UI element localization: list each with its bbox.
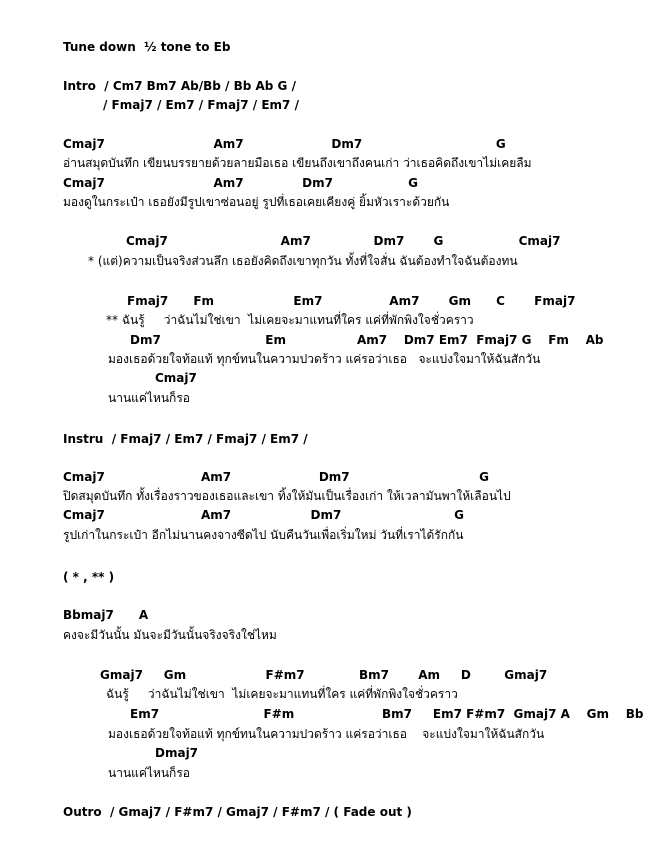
chorus2-chords-3: Dmaj7: [155, 746, 199, 760]
chorus2-lyric-2: มองเธอด้วยใจท้อแท้ ทุกข์ทนในความปวดร้าว แค่รอว่าเธอ จะแบ่งใจมาให้ฉันสักวัน: [108, 727, 545, 741]
intro-line-1: Intro / Cm7 Bm7 Ab/Bb / Bb Ab G /: [63, 79, 296, 93]
chorus2-chords-2: Em7 F#m Bm7 Em7 F#m7 Gmaj7 A Gm Bb: [130, 707, 644, 721]
verse1-chords-2: Cmaj7 Am7 Dm7 G: [63, 176, 418, 190]
bridge-lyric-1: คงจะมีวันนั้น มันจะมีวันนั้นจริงจริงใช่ไหม: [63, 628, 277, 642]
verse1-lyric-2: มองดูในกระเป๋า เธอยังมีรูปเขาซ่อนอยู่ รูปที่เธอเคยเคียงคู่ ยิ้มหัวเราะด้วยกัน: [63, 195, 450, 209]
verse2-chords-2: Cmaj7 Am7 Dm7 G: [63, 508, 464, 522]
verse1-lyric-1: อ่านสมุดบันทึก เขียนบรรยายด้วยลายมือเธอ เขียนถึงเขาถึงคนเก่า ว่าเธอคิดถึงเขาไม่เคยลืม: [63, 156, 532, 170]
chorus1-chords-2: Fmaj7 Fm Em7 Am7 Gm C Fmaj7: [127, 294, 576, 308]
verse2-lyric-1: ปิดสมุดบันทึก ทั้งเรื่องราวของเธอและเขา ทิ้งให้มันเป็นเรื่องเก่า ให้เวลามันพาให้เลือนไป: [63, 489, 511, 503]
tuning-note: Tune down ½ tone to Eb: [63, 40, 231, 54]
chorus2-lyric-1: ฉันรู้ ว่าฉันไม่ใช่เขา ไม่เคยจะมาแทนที่ใคร แค่ที่พักพิงใจชั่วคราว: [106, 687, 458, 701]
chorus2-chords-1: Gmaj7 Gm F#m7 Bm7 Am D Gmaj7: [100, 668, 548, 682]
chorus1-chords-4: Cmaj7: [155, 371, 197, 385]
chorus1-lyric-4: นานแค่ไหนก็รอ: [108, 391, 190, 405]
chorus1-lyric-3: มองเธอด้วยใจท้อแท้ ทุกข์ทนในความปวดร้าว แค่รอว่าเธอ จะแบ่งใจมาให้ฉันสักวัน: [108, 352, 541, 366]
chorus2-lyric-3: นานแค่ไหนก็รอ: [108, 766, 190, 780]
intro-line-2: / Fmaj7 / Em7 / Fmaj7 / Em7 /: [103, 98, 299, 112]
chorus1-chords-3: Dm7 Em Am7 Dm7 Em7 Fmaj7 G Fm Ab: [130, 333, 604, 347]
verse2-chords-1: Cmaj7 Am7 Dm7 G: [63, 470, 490, 484]
verse1-chords-1: Cmaj7 Am7 Dm7 G: [63, 137, 506, 151]
bridge-chords-1: Bbmaj7 A: [63, 608, 149, 622]
chorus1-lyric-2: ** ฉันรู้ ว่าฉันไม่ใช่เขา ไม่เคยจะมาแทนที่ใคร แค่ที่พักพิงใจชั่วคราว: [106, 313, 474, 327]
outro-line: Outro / Gmaj7 / F#m7 / Gmaj7 / F#m7 / ( Fade out ): [63, 805, 412, 819]
verse2-lyric-2: รูปเก่าในกระเป๋า อีกไม่นานคงจางซีดไป นับคืนวันเพื่อเริ่มใหม่ วันที่เราได้รักกัน: [63, 528, 464, 542]
instrumental-line: Instru / Fmaj7 / Em7 / Fmaj7 / Em7 /: [63, 432, 308, 446]
chorus1-lyric-1: * (แต่)ความเป็นจริงส่วนลึก เธอยังคิดถึงเขาทุกวัน ทั้งที่ใจสั่น ฉันต้องทำใจฉันต้องทน: [88, 254, 518, 268]
repeat-marker: ( * , ** ): [63, 570, 115, 584]
chorus1-chords-1: Cmaj7 Am7 Dm7 G Cmaj7: [126, 234, 561, 248]
